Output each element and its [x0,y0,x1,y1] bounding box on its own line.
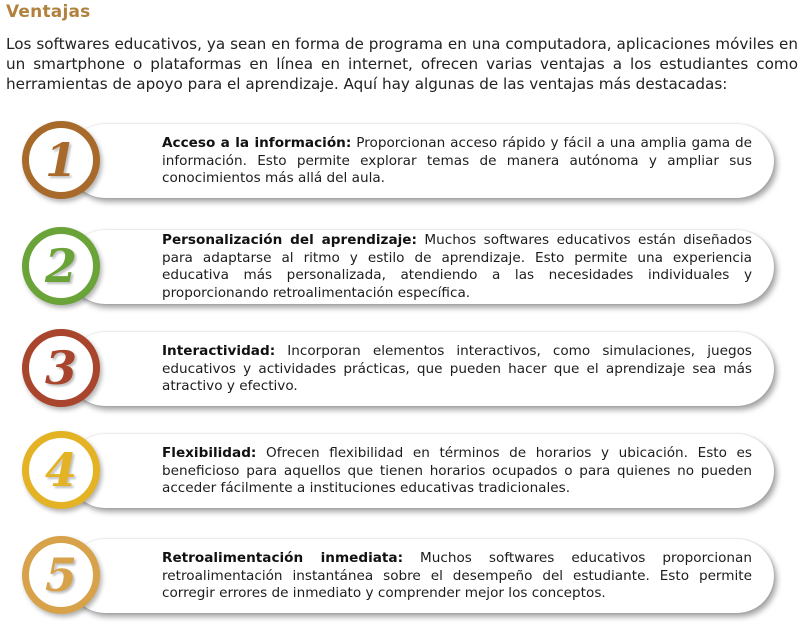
advantage-description: Muchos softwares educativos proporcionan retroalimentación instantánea sobre el desempeño del estudiante. Esto permite corregir errores de inmediato y comprender mejor los conceptos. [162,549,752,601]
advantage-text [162,135,752,188]
advantage-label: Personalización del aprendizaje: [162,232,417,248]
advantage-description: Ofrecen flexibilidad en términos de horarios y ubicación. Esto es beneficioso para aquellos que tienen horarios ocupados o para quienes no pueden acceder fácilmente a instituciones educativas tradicionales. [162,444,752,496]
number-label: 3 [44,341,77,395]
advantage-pill [68,230,774,304]
advantage-pill [68,332,774,406]
advantage-label: Interactividad: [162,342,276,359]
number-label: 5 [44,548,77,602]
advantage-item-1 [22,118,774,204]
advantage-item-4 [22,428,774,514]
advantage-description: Incorporan elementos interactivos, como simulaciones, juegos educativos y actividades prácticas, que pueden hacer que el aprendizaje sea más atractivo y efectivo. [162,342,752,394]
advantage-text [162,232,752,302]
advantage-item-5 [22,533,774,619]
section-heading: Ventajas [6,2,91,22]
advantage-pill [68,124,774,198]
advantage-text [162,445,752,498]
advantage-text [162,550,752,603]
advantage-item-2 [22,224,774,310]
advantage-label: Flexibilidad: [162,444,257,461]
number-circle [22,536,100,614]
advantage-pill [68,539,774,613]
advantage-label: Acceso a la información: [162,134,352,151]
advantage-text [162,343,752,396]
number-circle [22,227,100,305]
number-label: 1 [44,133,77,187]
advantage-description: Muchos softwares educativos están diseñados para adaptarse al ritmo y estilo de aprendizaje. Esto permite una experiencia educativa más personalizada, atendiendo a las necesidades individuales y proporcionando retroalimentación específica. [162,232,752,301]
advantage-description: Proporcionan acceso rápido y fácil a una amplia gama de información. Esto permite explorar temas de manera autónoma y ampliar sus conocimientos más allá del aula. [162,134,753,186]
intro-paragraph: Los softwares educativos, ya sean en forma de programa en una computadora, aplicaciones móviles en un smartphone o plataformas en línea en internet, ofrecen varias ventajas a los estudiantes como herramientas de apoyo para el aprendizaje. Aquí hay algunas de las ventajas más destacadas: [6,35,798,93]
advantage-item-3 [22,326,774,412]
number-label: 4 [44,443,77,497]
number-circle [22,121,100,199]
advantage-pill [68,434,774,508]
number-circle [22,329,100,407]
advantage-label: Retroalimentación inmediata: [162,549,404,566]
number-label: 2 [44,239,77,293]
number-circle [22,431,100,509]
